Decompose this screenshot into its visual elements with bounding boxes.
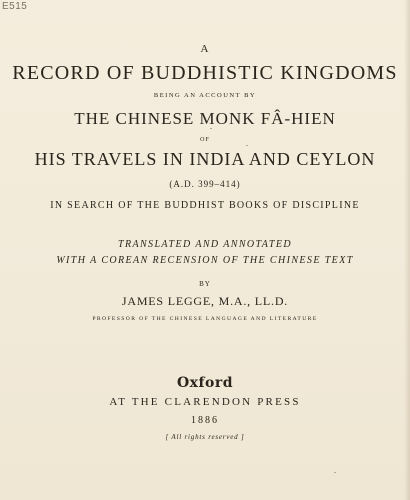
page-speck xyxy=(246,145,248,146)
date-range: (A.D. 399–414) xyxy=(169,179,241,189)
by-line: BY xyxy=(199,280,211,288)
author-monk-line: THE CHINESE MONK FÂ-HIEN xyxy=(74,109,336,128)
publication-year: 1886 xyxy=(191,415,219,426)
rights-notice: [ All rights reserved ] xyxy=(165,433,245,441)
translated-line: TRANSLATED AND ANNOTATED xyxy=(118,239,292,250)
being-an-account-by: BEING AN ACCOUNT BY xyxy=(153,92,257,99)
translator-title: PROFESSOR OF THE CHINESE LANGUAGE AND LITERATURE xyxy=(92,316,318,322)
travels-line: HIS TRAVELS IN INDIA AND CEYLON xyxy=(34,149,376,169)
corner-mark: E515 xyxy=(2,1,28,12)
book-title: RECORD OF BUDDHISTIC KINGDOMS xyxy=(12,62,398,84)
recension-line: WITH A COREAN RECENSION OF THE CHINESE TEXT xyxy=(56,255,354,266)
page-speck xyxy=(334,472,336,473)
title-article: A xyxy=(200,43,210,55)
publisher-name: AT THE CLARENDON PRESS xyxy=(109,396,301,408)
search-line: IN SEARCH OF THE BUDDHIST BOOKS OF DISCIPLINE xyxy=(50,200,360,211)
page-speck xyxy=(210,128,212,129)
translator-name: JAMES LEGGE, M.A., LL.D. xyxy=(121,294,289,308)
of-line: OF xyxy=(200,137,210,143)
publisher-city: Oxford xyxy=(176,375,234,391)
